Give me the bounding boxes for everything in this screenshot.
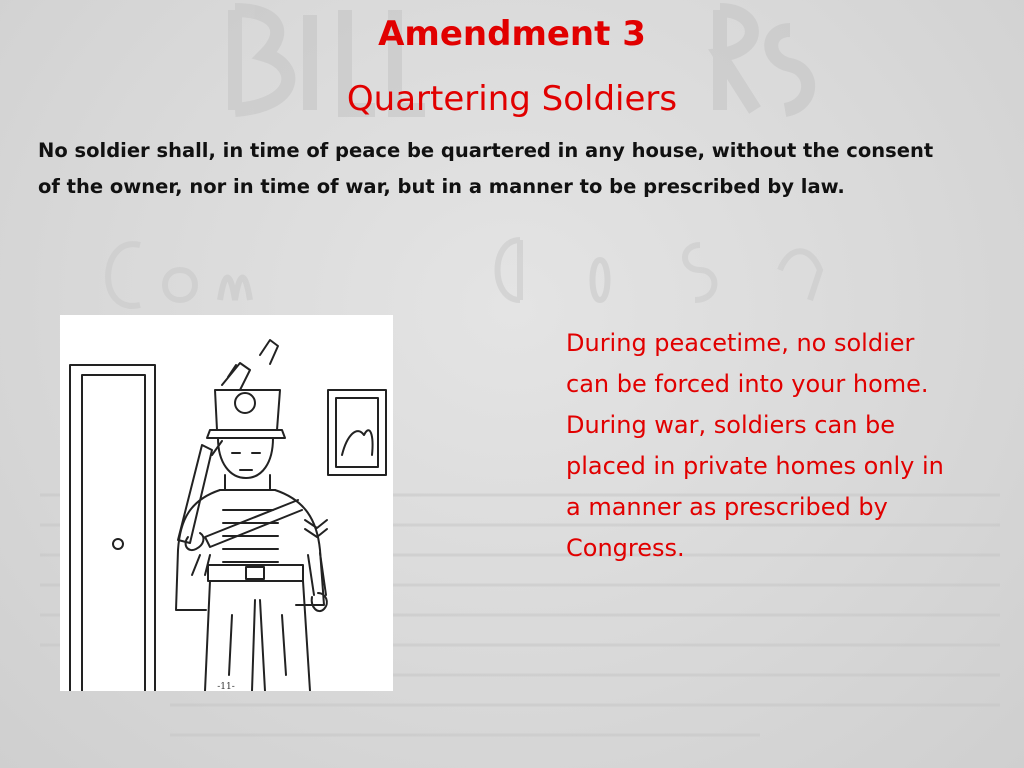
slide-subtitle: Quartering Soldiers <box>346 79 678 119</box>
soldier-hat <box>215 390 280 430</box>
soldier-in-doorway-illustration <box>60 315 393 691</box>
soldier-illustration <box>60 315 393 691</box>
amendment-text: No soldier shall, in time of peace be quartered in any house, without the consent of the owner, nor in time of war, but in a manner to be prescribed by law. <box>38 139 934 198</box>
explanation-text: During peacetime, no soldier can be forced into your home. During war, soldiers can be placed in private homes only in a manner as prescribed by Congress. <box>566 329 944 562</box>
rifle <box>178 445 212 543</box>
door-knob <box>113 539 123 549</box>
slide-title: Amendment 3 <box>378 14 646 54</box>
illustration-page-number: -11- <box>217 682 235 691</box>
